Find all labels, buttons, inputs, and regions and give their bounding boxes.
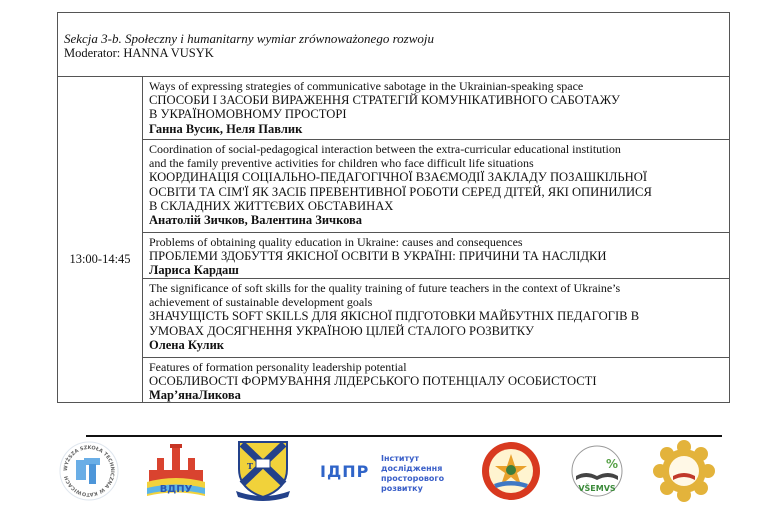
section-header xyxy=(58,13,729,77)
talk-title-en: and the family preventive activities for children who face difficult life situations xyxy=(149,156,534,171)
wst-logo xyxy=(58,440,120,502)
vdpu-logo xyxy=(145,442,207,502)
idpr-logo-line: просторового xyxy=(381,474,445,483)
idpr-logo xyxy=(320,452,460,492)
talk-row xyxy=(143,77,730,140)
emergency-service-emblem-logo xyxy=(480,440,542,502)
program-table xyxy=(57,12,730,403)
talk-title-en: achievement of sustainable development goals xyxy=(149,295,373,310)
footer-divider xyxy=(86,435,722,437)
talk-authors: Мар’янаЛикова xyxy=(149,388,241,403)
section-title: Sekcja 3-b. Społeczny i humanitarny wymiar zrównoważonego rozwoju xyxy=(64,31,434,46)
talk-row xyxy=(143,279,730,358)
svg-text:%: % xyxy=(606,457,619,471)
vsemvs-logo xyxy=(568,444,626,500)
talk-authors: Анатолій Зичков, Валентина Зичкова xyxy=(149,213,363,228)
talk-authors: Ганна Вусик, Неля Павлик xyxy=(149,121,303,136)
vsem-logo-text: VŠEMVS xyxy=(578,484,616,493)
moderator: Moderator: HANNA VUSYK xyxy=(64,46,214,60)
talk-title-ua: В СКЛАДНИХ ЖИТТЄВИХ ОБСТАВИНАХ xyxy=(149,198,394,213)
time-slot: 13:00-14:45 xyxy=(69,252,131,266)
talk-title-ua: УМОВАХ ДОСЯГНЕННЯ УКРАЇНОЮ ЦІЛЕЙ СТАЛОГО РОЗВИТКУ xyxy=(149,323,534,338)
talk-title-ua: ОСВІТИ ТА СІМ'Ї ЯК ЗАСІБ ПРЕВЕНТИВНОЇ РОБОТИ СЕРЕД ДІТЕЙ, ЯКІ ОПИНИЛИСЯ xyxy=(149,184,652,199)
talk-title-ua: В УКРАЇНОМОВНОМУ ПРОСТОРІ xyxy=(149,107,347,122)
talk-title-ua: ЗНАЧУЩІСТЬ SOFT SKILLS ДЛЯ ЯКІСНОЇ ПІДГОТОВКИ МАЙБУТНІХ ПЕДАГОГІВ В xyxy=(149,309,640,324)
idpr-logo-line: Інститут xyxy=(381,454,419,463)
wst-ring-text: WYŻSZA SZKOŁA TECHNICZNA W KATOWICACH xyxy=(62,444,116,498)
talk-authors: Лариса Кардаш xyxy=(149,263,239,278)
talk-row xyxy=(143,358,730,403)
svg-text:T: T xyxy=(247,461,253,471)
talk-title-ua: ПРОБЛЕМИ ЗДОБУТТЯ ЯКІСНОЇ ОСВІТИ В УКРАЇНІ: ПРИЧИНИ ТА НАСЛІДКИ xyxy=(149,249,607,264)
talk-authors: Олена Кулик xyxy=(149,337,224,352)
talk-title-en: Problems of obtaining quality education in Ukraine: causes and consequences xyxy=(149,235,523,249)
talk-title-en: Coordination of social-pedagogical interaction between the extra-curricular educational institution xyxy=(149,142,621,156)
talk-row xyxy=(143,233,730,279)
talk-row xyxy=(143,140,730,233)
talk-title-en: The significance of soft skills for the quality training of future teachers in the context of Ukraine’s xyxy=(149,281,621,295)
idpr-abbr: ІДПР xyxy=(320,462,370,481)
university-crest-logo xyxy=(234,439,292,503)
time-cell xyxy=(58,77,143,403)
talk-title-ua: СПОСОБИ І ЗАСОБИ ВИРАЖЕННЯ СТРАТЕГІЙ КОМУНІКАТИВНОГО САБОТАЖУ xyxy=(149,93,620,108)
talk-title-ua: ОСОБЛИВОСТІ ФОРМУВАННЯ ЛІДЕРСЬКОГО ПОТЕНЦІАЛУ ОСОБИСТОСТІ xyxy=(149,374,597,389)
gold-ornament-logo xyxy=(651,438,717,504)
talk-title-en: Features of formation personality leadership potential xyxy=(149,360,407,374)
idpr-logo-line: розвитку xyxy=(381,484,423,493)
vdpu-logo-text: ВДПУ xyxy=(159,484,193,495)
idpr-logo-line: дослідження xyxy=(381,464,443,473)
talk-title-ua: КООРДИНАЦІЯ СОЦІАЛЬНО-ПЕДАГОГІЧНОЇ ВЗАЄМОДІЇ ЗАКЛАДУ ПОЗАШКІЛЬНОЇ xyxy=(149,170,648,185)
talk-title-en: Ways of expressing strategies of communicative sabotage in the Ukrainian-speaking space xyxy=(149,79,584,93)
